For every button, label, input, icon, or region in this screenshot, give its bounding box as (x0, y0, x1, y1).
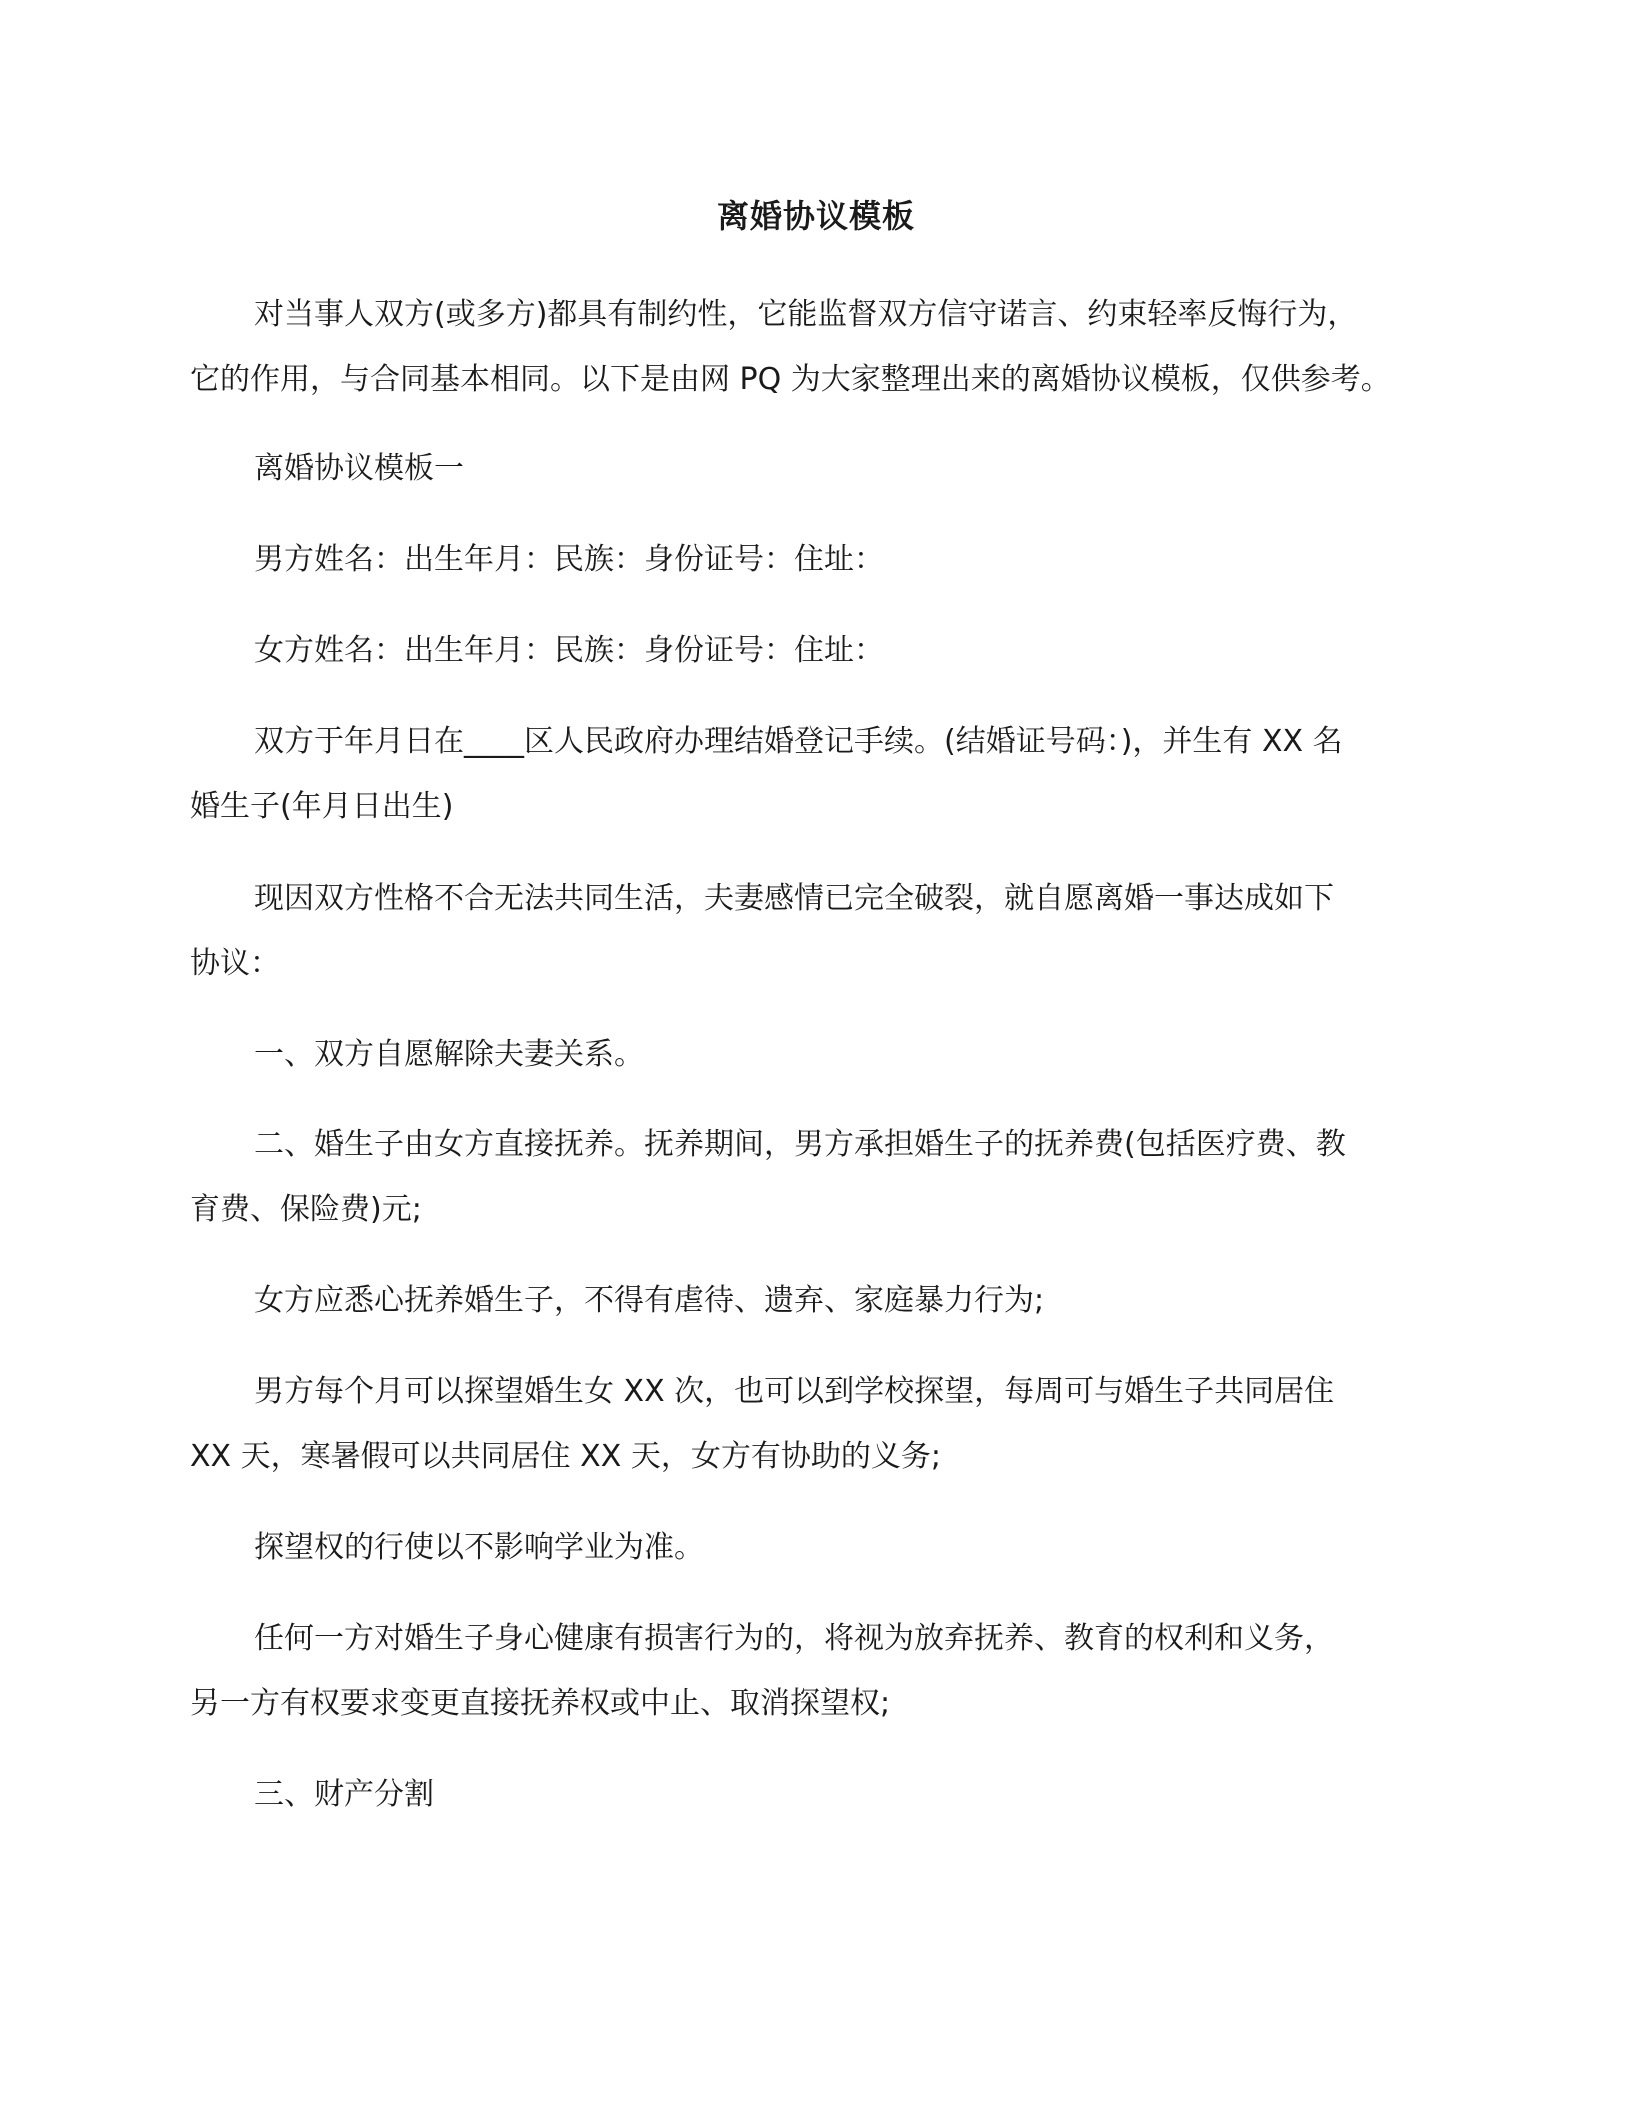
paragraph-divorce-reason (190, 866, 1450, 996)
paragraph-male-info (190, 527, 1450, 592)
paragraph-line: 离婚协议模板一 (254, 451, 464, 486)
paragraph-line: 二、婚生子由女方直接抚养。抚养期间，男方承担婚生子的抚养费(包括医疗费、教 (254, 1127, 1346, 1162)
paragraph-visitation (190, 1359, 1450, 1489)
paragraph-line: 协议： (190, 946, 280, 981)
paragraph-line: 现因双方性格不合无法共同生活，夫妻感情已完全破裂，就自愿离婚一事达成如下 (254, 881, 1334, 916)
clause-three (190, 1762, 1450, 1827)
paragraph-line: 一、双方自愿解除夫妻关系。 (254, 1037, 644, 1072)
paragraph-line: 对当事人双方(或多方)都具有制约性，它能监督双方信守诺言、约束轻率反悔行为， (254, 297, 1358, 332)
paragraph-line: 婚生子(年月日出生) (190, 789, 454, 824)
paragraph-line: 另一方有权要求变更直接抚养权或中止、取消探望权; (190, 1686, 891, 1721)
paragraph-line: 女方姓名：出生年月：民族：身份证号：住址： (254, 633, 884, 668)
paragraph-line: 男方姓名：出生年月：民族：身份证号：住址： (254, 542, 884, 577)
paragraph-custody-change (190, 1606, 1450, 1736)
paragraph-female-info (190, 618, 1450, 683)
paragraph-line: 女方应悉心抚养婚生子，不得有虐待、遗弃、家庭暴力行为; (254, 1283, 1045, 1318)
paragraph-line: 任何一方对婚生子身心健康有损害行为的，将视为放弃抚养、教育的权利和义务， (254, 1621, 1334, 1656)
document-title: 离婚协议模板 (716, 197, 915, 235)
paragraph-line: XX 天，寒暑假可以共同居住 XX 天，女方有协助的义务; (190, 1439, 941, 1474)
section-heading-template-one (190, 436, 1450, 501)
paragraph-line: 它的作用，与合同基本相同。以下是由网 PQ 为大家整理出来的离婚协议模板，仅供参考。 (190, 362, 1391, 397)
paragraph-visitation-limit (190, 1515, 1450, 1580)
paragraph-line: 育费、保险费)元; (190, 1192, 422, 1227)
paragraph-line: 双方于年月日在____区人民政府办理结婚登记手续。(结婚证号码：)，并生有 XX 名 (254, 724, 1343, 759)
clause-one (190, 1022, 1450, 1087)
paragraph-intro (190, 282, 1450, 412)
paragraph-marriage-registration (190, 709, 1450, 839)
paragraph-line: 探望权的行使以不影响学业为准。 (254, 1530, 704, 1565)
paragraph-line: 男方每个月可以探望婚生女 XX 次，也可以到学校探望，每周可与婚生子共同居住 (254, 1374, 1335, 1409)
clause-two (190, 1112, 1450, 1242)
paragraph-female-duty (190, 1268, 1450, 1333)
paragraph-line: 三、财产分割 (254, 1777, 434, 1812)
